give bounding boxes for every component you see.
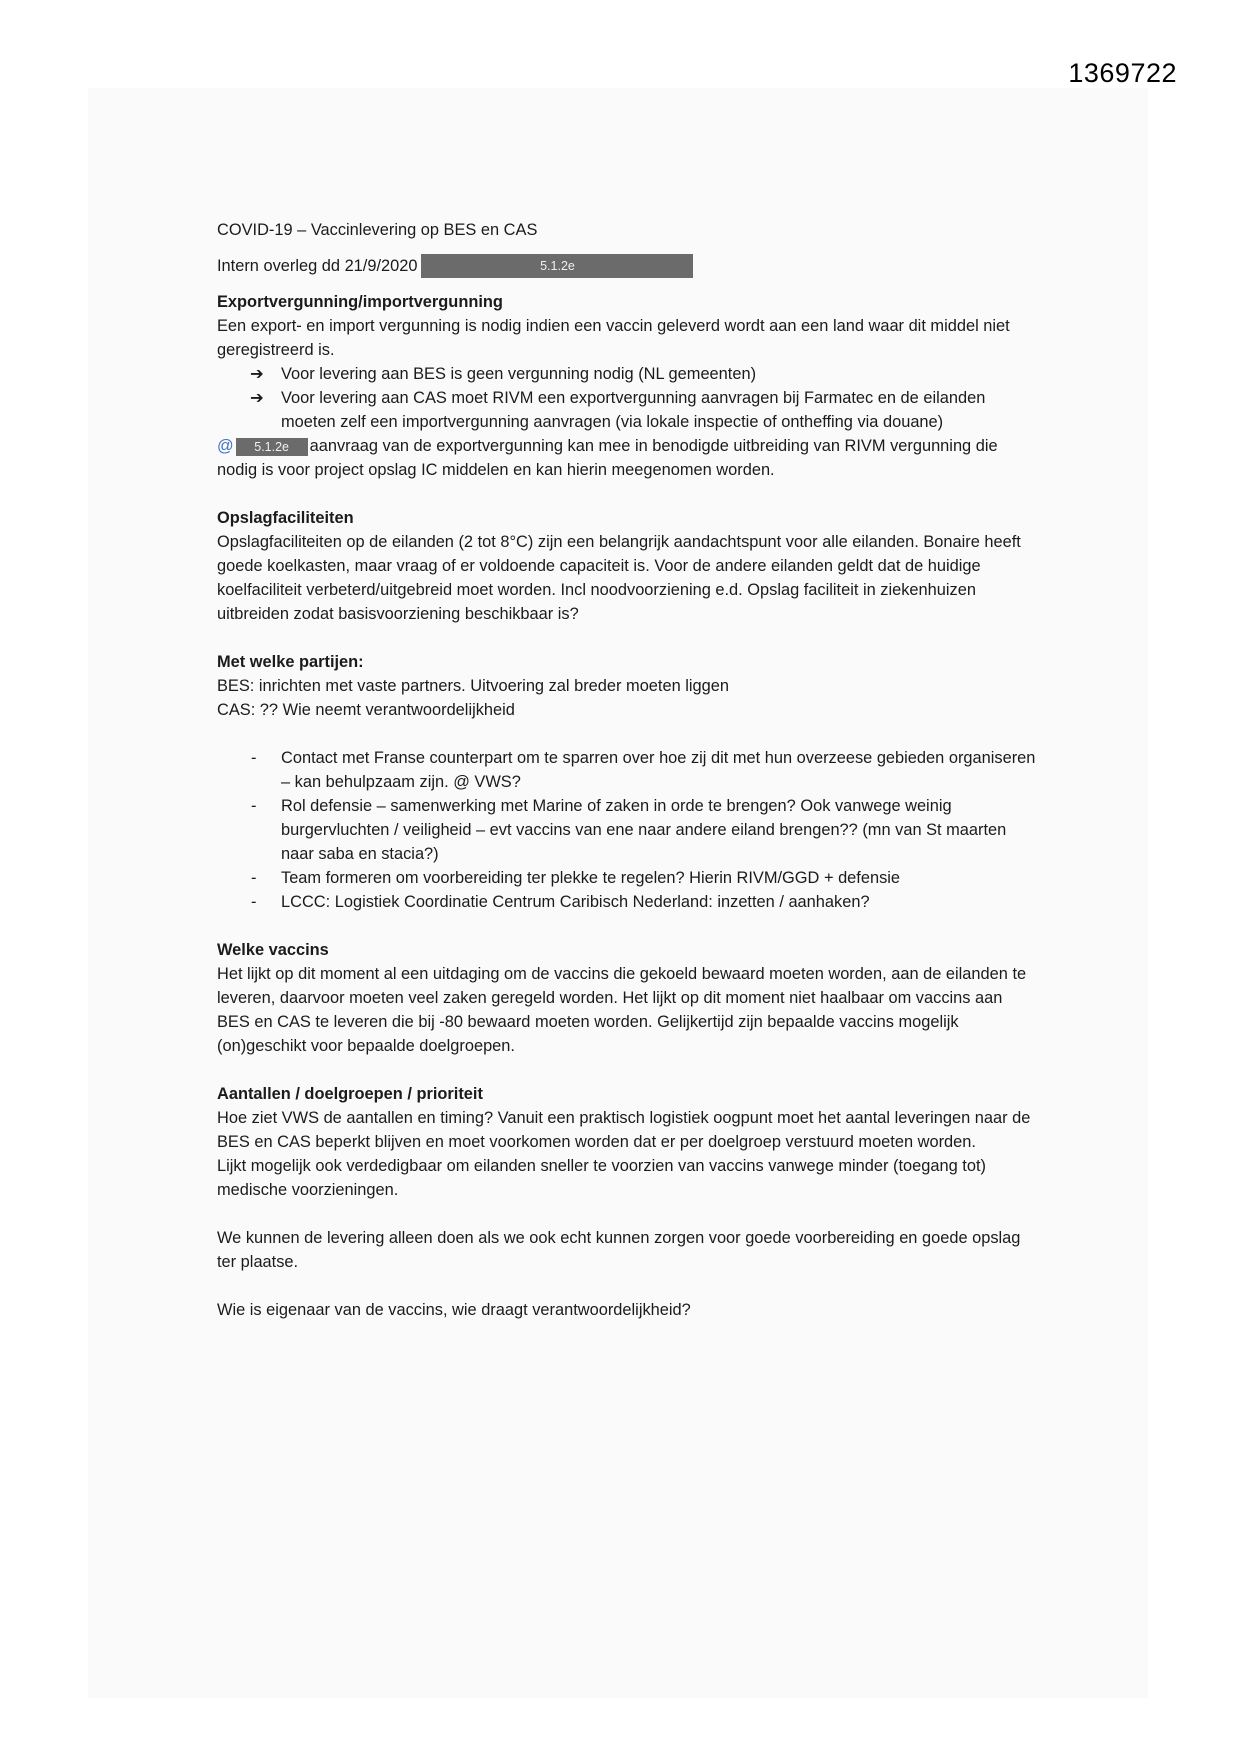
quantities-body-1: Hoe ziet VWS de aantallen en timing? Vanuit een praktisch logistiek oogpunt moet het aantal leveringen naar de BES en CAS beperkt blijven en moet voorkomen worden dat er per doelgroep verstuurd moeten worden. <box>217 1109 1031 1151</box>
list-item-text: LCCC: Logistiek Coordinatie Centrum Caribisch Nederland: inzetten / aanhaken? <box>281 893 870 911</box>
export-intro: Een export- en import vergunning is nodig indien een vaccin geleverd wordt aan een land waar dit middel niet geregistreerd is. <box>217 317 1010 359</box>
export-bullet-list <box>217 362 1037 434</box>
redaction-block: 5.1.2e <box>236 438 308 456</box>
dash-bullet: - <box>251 797 257 815</box>
dash-bullet: - <box>251 869 257 887</box>
arrow-icon: ➔ <box>250 365 264 383</box>
arrow-icon: ➔ <box>250 389 264 407</box>
closing-paragraph-1: We kunnen de levering alleen doen als we ook echt kunnen zorgen voor goede voorbereiding en goede opslag ter plaatse. <box>217 1229 1021 1271</box>
mention-text: aanvraag van de exportvergunning kan mee in benodigde uitbreiding van RIVM vergunning die nodig is voor project opslag IC middelen en kan hierin meegenomen worden. <box>217 437 998 479</box>
list-item-text: Team formeren om voorbereiding ter plekke te regelen? Hierin RIVM/GGD + defensie <box>281 869 901 887</box>
list-item <box>217 866 1037 890</box>
export-mention-paragraph <box>217 434 1037 482</box>
document-title: COVID-19 – Vaccinlevering op BES en CAS <box>217 221 538 239</box>
vaccines-body: Het lijkt op dit moment al een uitdaging om de vaccins die gekoeld bewaard moeten worden, aan de eilanden te leveren, daarvoor moeten veel zaken geregeld worden. Het lijkt op dit moment niet haalbaar om vaccins aan BES en CAS te leveren die bij -80 bewaard moeten worden. Gelijkertijd zijn bepaalde vaccins mogelijk (on)geschikt voor bepaalde doelgroepen. <box>217 965 1027 1055</box>
section-heading-vaccines: Welke vaccins <box>217 941 329 959</box>
section-heading-export: Exportvergunning/importvergunning <box>217 293 503 311</box>
parties-bullet-list <box>217 746 1037 914</box>
list-item-text: Contact met Franse counterpart om te sparren over hoe zij dit met hun overzeese gebieden organiseren – kan behulpzaam zijn. @ VWS? <box>281 749 1036 791</box>
parties-cas-line: CAS: ?? Wie neemt verantwoordelijkheid <box>217 701 515 719</box>
mention-symbol: @ <box>217 437 234 455</box>
dash-bullet: - <box>251 749 257 767</box>
list-item-text: Voor levering aan BES is geen vergunning nodig (NL gemeenten) <box>281 365 757 383</box>
section-heading-storage: Opslagfaciliteiten <box>217 509 354 527</box>
document-body <box>217 218 1037 1322</box>
parties-bes-line: BES: inrichten met vaste partners. Uitvoering zal breder moeten liggen <box>217 677 730 695</box>
document-id: 1369722 <box>1068 58 1177 88</box>
meeting-line <box>217 254 1037 278</box>
list-item <box>217 746 1037 794</box>
list-item <box>217 794 1037 866</box>
list-item <box>217 890 1037 914</box>
list-item <box>217 362 1037 386</box>
dash-bullet: - <box>251 893 257 911</box>
list-item <box>217 386 1037 434</box>
meeting-label: Intern overleg dd 21/9/2020 <box>217 257 418 275</box>
storage-body: Opslagfaciliteiten op de eilanden (2 tot 8°C) zijn een belangrijk aandachtspunt voor alle eilanden. Bonaire heeft goede koelkasten, maar vraag of er voldoende capaciteit is. Voor de andere eilanden geldt dat de huidige koelfaciliteit verbeterd/uitgebreid moet worden. Incl noodvoorziening e.d. Opslag faciliteit in ziekenhuizen uitbreiden zodat basisvoorziening beschikbaar is? <box>217 533 1021 623</box>
section-heading-parties: Met welke partijen: <box>217 653 364 671</box>
list-item-text: Rol defensie – samenwerking met Marine of zaken in orde te brengen? Ook vanwege weinig burgervluchten / veiligheid – evt vaccins van ene naar andere eiland brengen?? (mn van St maarten naar saba en stacia?) <box>281 797 1007 863</box>
redaction-block: 5.1.2e <box>421 254 693 278</box>
section-heading-quantities: Aantallen / doelgroepen / prioriteit <box>217 1085 483 1103</box>
closing-paragraph-2: Wie is eigenaar van de vaccins, wie draagt verantwoordelijkheid? <box>217 1301 691 1319</box>
list-item-text: Voor levering aan CAS moet RIVM een exportvergunning aanvragen bij Farmatec en de eilanden moeten zelf een importvergunning aanvragen (via lokale inspectie of ontheffing via douane) <box>281 389 986 431</box>
quantities-body-2: Lijkt mogelijk ook verdedigbaar om eilanden sneller te voorzien van vaccins vanwege minder (toegang tot) medische voorzieningen. <box>217 1157 986 1199</box>
